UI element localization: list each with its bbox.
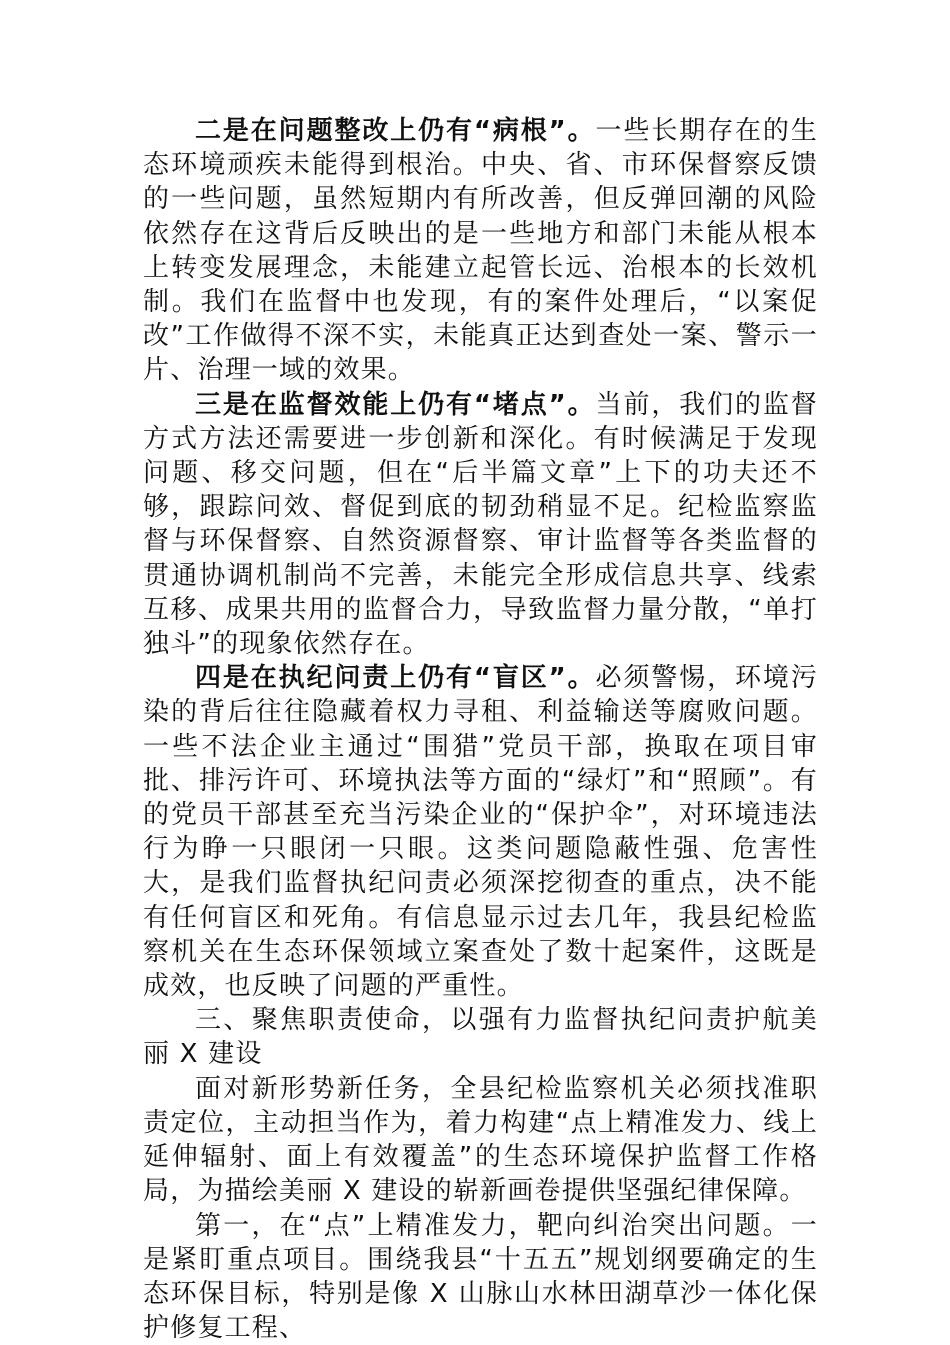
paragraph-discipline-accountability	[143, 661, 818, 1003]
paragraph-lead: 二是在问题整改上仍有“病根”。	[195, 116, 596, 146]
paragraph-point-focus: 第一，在“点”上精准发力，靶向纠治突出问题。一是紧盯重点项目。围绕我县“十五五”规划纲要确定的生态环保目标，特别是像 X 山脉山水林田湖草沙一体化保护修复工程、	[143, 1209, 818, 1345]
paragraph-lead: 三是在监督效能上仍有“堵点”。	[195, 390, 596, 420]
paragraph-problem-rectification	[143, 114, 818, 388]
paragraph-new-situation: 面对新形势新任务，全县纪检监察机关必须找准职责定位，主动担当作为，着力构建“点上精准发力、线上延伸辐射、面上有效覆盖”的生态环境保护监督工作格局，为描绘美丽 X 建设的崭新画卷提供坚强纪律保障。	[143, 1072, 818, 1209]
paragraph-text: 当前，我们的监督方式方法还需要进一步创新和深化。有时候满足于发现问题、移交问题，但在“后半篇文章”上下的功夫还不够，跟踪问效、督促到底的韧劲稍显不足。纪检监察监督与环保督察、自然资源督察、审计监督等各类监督的贯通协调机制尚不完善，未能完全形成信息共享、线索互移、成果共用的监督合力，导致监督力量分散，“单打独斗”的现象依然存在。	[143, 390, 818, 659]
paragraph-supervision-efficiency	[143, 388, 818, 662]
paragraph-text: 一些长期存在的生态环境顽疾未能得到根治。中央、省、市环保督察反馈的一些问题，虽然短期内有所改善，但反弹回潮的风险依然存在这背后反映出的是一些地方和部门未能从根本上转变发展理念，未能建立起管长远、治根本的长效机制。我们在监督中也发现，有的案件处理后，“以案促改”工作做得不深不实，未能真正达到查处一案、警示一片、治理一域的效果。	[143, 116, 818, 385]
paragraph-text: 必须警惕，环境污染的背后往往隐藏着权力寻租、利益输送等腐败问题。一些不法企业主通过“围猎”党员干部，换取在项目审批、排污许可、环境执法等方面的“绿灯”和“照顾”。有的党员干部甚至充当污染企业的“保护伞”，对环境违法行为睁一只眼闭一只眼。这类问题隐蔽性强、危害性大，是我们监督执纪问责必须深挖彻查的重点，决不能有任何盲区和死角。有信息显示过去几年，我县纪检监察机关在生态环保领域立案查处了数十起案件，这既是成效，也反映了问题的严重性。	[143, 663, 818, 1001]
paragraph-lead: 四是在执纪问责上仍有“盲区”。	[195, 663, 596, 693]
section-heading: 三、聚焦职责使命，以强有力监督执纪问责护航美丽 X 建设	[143, 1003, 818, 1071]
